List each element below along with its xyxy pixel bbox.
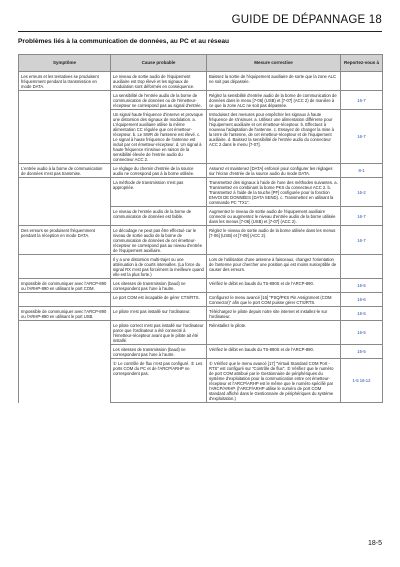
page-reference-link[interactable]: 16-5 — [357, 283, 366, 288]
page-header — [18, 14, 382, 32]
action-cell: Assurez et maintenez [DATA] enfoncé pour configurer les réglages sur l'écran d'entrée de la source audio du mode DATA. — [207, 164, 341, 178]
symptom-cell — [19, 345, 111, 359]
table-row — [19, 293, 383, 307]
table-row — [19, 307, 383, 321]
reference-cell — [341, 207, 383, 226]
col-header-symptom: Symptôme — [19, 55, 111, 72]
page-reference-link[interactable]: 8-1 — [358, 168, 365, 173]
cause-cell: Le réglage du chemin d'entrée de la source audio ne correspond pas à la borne utilisée. — [111, 164, 207, 178]
col-header-action: Mesure corrective — [207, 55, 341, 72]
cause-cell: Le pilote n'est pas installé sur l'ordinateur. — [111, 307, 207, 321]
table-row — [19, 207, 383, 226]
reference-cell — [341, 307, 383, 321]
reference-cell — [341, 255, 383, 279]
symptom-cell — [19, 255, 111, 279]
cause-cell: La sensibilité de l'entrée audio de la borne de communication de données ou de l'émetteur-récepteur ne correspond pas au signal d'entrée. — [111, 91, 207, 110]
reference-cell — [341, 110, 383, 164]
symptom-cell — [19, 110, 111, 164]
action-cell: Réglez le niveau de sortie audio de la borne utilisée dans les menus [7-06] (USB) et [7-09] (ACC 2). — [207, 226, 341, 255]
action-cell: Introduisez des mesures pour empêcher les signaux à haute fréquence de s'insinuer. a. Utilisez une alimentation différente pour l'équipement auxiliaire et cet émetteur-récepteur. b. Effectuez à nouveau l'adaptation de l'antenne. c. Essayez de changer la mise à la terre de l'antenne, de cet émetteur-récepteur et de l'équipement auxiliaire. d. Baissez la sensibilité de l'entrée audio du connecteur ACC 2 dans le menu [7-07]. — [207, 110, 341, 164]
action-cell: Vérifiez le débit en bauds du TS-890S et de l'ARCP-890. — [207, 345, 341, 359]
table-row — [19, 110, 383, 164]
page-reference-link[interactable]: 16-7 — [357, 134, 366, 139]
table-row — [19, 321, 383, 345]
action-cell: Lors de l'utilisation d'une antenne à faisceaux, changez l'orientation de l'antenne pour chercher une position qui est moins susceptible de causer des erreurs. — [207, 255, 341, 279]
symptom-cell: Impossible de communiquer avec l'ARCP-890 ou l'ARHP-890 en utilisant le port USB. — [19, 307, 111, 321]
reference-cell — [341, 91, 383, 110]
page-reference-link[interactable]: 16-7 — [357, 237, 366, 243]
page-reference-link[interactable]: 1-5 16-12 — [352, 378, 371, 383]
table-body — [19, 72, 383, 403]
reference-cell — [341, 226, 383, 255]
cause-cell: Le niveau de sortie audio de l'équipement auxiliaire est trop élevé et les signaux de modulation sont déformés en conséquence. — [111, 72, 207, 91]
cause-cell: Le niveau de l'entrée audio de la borne de communication de données est faible. — [111, 207, 207, 226]
action-cell: ① Vérifiez que le menu avancé [17] "Virtual Standard COM Port - RTS" est configuré sur "Contrôle de flux". ② Vérifiez que le numéro de port COM attribué par le Gestionnaire de périphériques du système d'exploitation pour la communication entre cet émetteur-récepteur et l'ARCP/ARHP est le même que le numéro spécifié par l'ARCP/ARHP. (l'ARCP/ARHP utilise le numéro de port COM standard affiché dans le Gestionnaire de périphériques du système d'exploitation.) — [207, 359, 341, 403]
cause-cell: Les vitesses de transmission (baud) ne correspondent pas l'une à l'autre. — [111, 279, 207, 293]
cause-cell: Le port COM est incapable de gérer CTS/RTS. — [111, 293, 207, 307]
table-row — [19, 164, 383, 178]
action-cell: Transmettez des signaux à l'aide de l'une des méthodes suivantes. a. Transmettez en combinant la borne PKS du connecteur ACC 2. b. Transmettez à l'aide de la touche [PF] configurée pour la fonction ENVOI DE DONNÉES (DATA SEND). c. Transmettez en utilisant la commande PC "TX1". — [207, 178, 341, 207]
table-row — [19, 72, 383, 91]
reference-cell — [341, 72, 383, 91]
reference-cell — [341, 345, 383, 359]
table-row — [19, 178, 383, 207]
reference-cell — [341, 279, 383, 293]
troubleshooting-table — [18, 54, 383, 403]
section-title: Problèmes liés à la communication de données, au PC et au réseau — [18, 38, 230, 45]
cause-cell: Le décodage ne peut pas être effectué car le niveau de sortie audio de la borne de communication de données de cet émetteur-récepteur ne correspond pas au niveau d'entrée de l'équipement auxiliaire. — [111, 226, 207, 255]
reference-cell — [341, 293, 383, 307]
symptom-cell — [19, 321, 111, 345]
cause-cell: Les vitesses de transmission (baud) ne correspondent pas l'une à l'autre. — [111, 345, 207, 359]
table-header-row — [19, 55, 383, 72]
symptom-cell — [19, 207, 111, 226]
page-reference-link[interactable]: 16-7 — [357, 213, 366, 219]
page-reference-link[interactable]: 16-5 — [357, 330, 366, 335]
page-reference-link[interactable]: 16-7 — [357, 97, 366, 103]
reference-cell — [341, 178, 383, 207]
chapter-title: GUIDE DE DÉPANNAGE 18 — [231, 14, 382, 26]
symptom-cell: Des erreurs se produisent fréquemment pendant la réception en mode DATA. — [19, 226, 111, 255]
action-cell: Configurez le menu avancé [16] "PSQ/PKS Pin Assignment (COM Connector)" afin que le port COM puisse gérer CTS/RTS. — [207, 293, 341, 307]
col-header-cause: Cause probable — [111, 55, 207, 72]
col-header-reference: Reportez-vous à — [341, 55, 383, 72]
cause-cell: Il y a une distorsion multi-trajet ou une atténuation à de courts intervalles. (La force du signal RX n'est pas forcément la meilleure quand elle est la plus forte.) — [111, 255, 207, 279]
page-number: 18-5 — [367, 540, 382, 547]
page-reference-link[interactable]: 16-5 — [357, 311, 366, 316]
symptom-cell: Les erreurs et les tentatives se produisent fréquemment pendant la transmission en mode DATA. — [19, 72, 111, 91]
symptom-cell — [19, 178, 111, 207]
troubleshooting-table-container — [18, 54, 382, 403]
action-cell: Vérifiez le débit en bauds du TS-890S et de l'ARCP-890. — [207, 279, 341, 293]
page-reference-link[interactable]: 16-5 — [357, 349, 366, 354]
action-cell: Téléchargez le pilote depuis notre site internet et installez-le sur l'ordinateur. — [207, 307, 341, 321]
reference-cell — [341, 164, 383, 178]
action-cell: Baissez la sortie de l'équipement auxiliaire de sorte que la zone ALC ne soit pas dépassée. — [207, 72, 341, 91]
symptom-cell: L'entrée audio à la borne de communication de données n'est pas transmise. — [19, 164, 111, 178]
page-reference-link[interactable]: 16-6 — [357, 297, 366, 302]
symptom-cell — [19, 91, 111, 110]
table-row — [19, 91, 383, 110]
action-cell: Réglez la sensibilité d'entrée audio de la borne de communication de données dans le menu [7-06] (USB) et [7-07] (ACC 2) de manière à ce que la zone ALC ne soit pas dépassée. — [207, 91, 341, 110]
table-row — [19, 279, 383, 293]
cause-cell: La méthode de transmission n'est pas appropriée. — [111, 178, 207, 207]
symptom-cell — [19, 359, 111, 403]
cause-cell: Un signal haute fréquence d'inserve et provoque une distorsion des signaux de modulation. a. L'équipement auxiliaire utilise la même alimentation CC régulée que cet émetteur-récepteur. b. Le SWR de l'antenne est élevé. c. Le signal à haute fréquence de l'antenne est induit par cet émetteur-récepteur. d. Un signal à haute fréquence s'insinue en raison de la sensibilité élevée de l'entrée audio du connecteur ACC 2. — [111, 110, 207, 164]
cause-cell: ① Le contrôle de flux n'est pas configuré. ② Les ports COM du PC et de l'ARCP/ARHP ne correspondent pas. — [111, 359, 207, 403]
table-row — [19, 255, 383, 279]
table-row — [19, 345, 383, 359]
table-row — [19, 359, 383, 403]
symptom-cell — [19, 293, 111, 307]
reference-cell — [341, 321, 383, 345]
symptom-cell: Impossible de communiquer avec l'ARCP-890 ou l'ARHP-890 en utilisant le port COM. — [19, 279, 111, 293]
action-cell: Réinstallez le pilote. — [207, 321, 341, 345]
cause-cell: Le pilote correct n'est pas installé sur l'ordinateur parce que l'ordinateur a été connecté à l'émetteur-récepteur avant que le pilote ait été installé. — [111, 321, 207, 345]
page-reference-link[interactable]: 16-2 — [357, 189, 366, 195]
reference-cell — [341, 359, 383, 403]
table-row — [19, 226, 383, 255]
action-cell: Augmentez le niveau de sortie audio de l'équipement auxiliaire connecté ou augmentez le niveau d'entrée audio de la borne utilisée dans les menus [7-06] (USB) et [7-07] (ACC 2). — [207, 207, 341, 226]
